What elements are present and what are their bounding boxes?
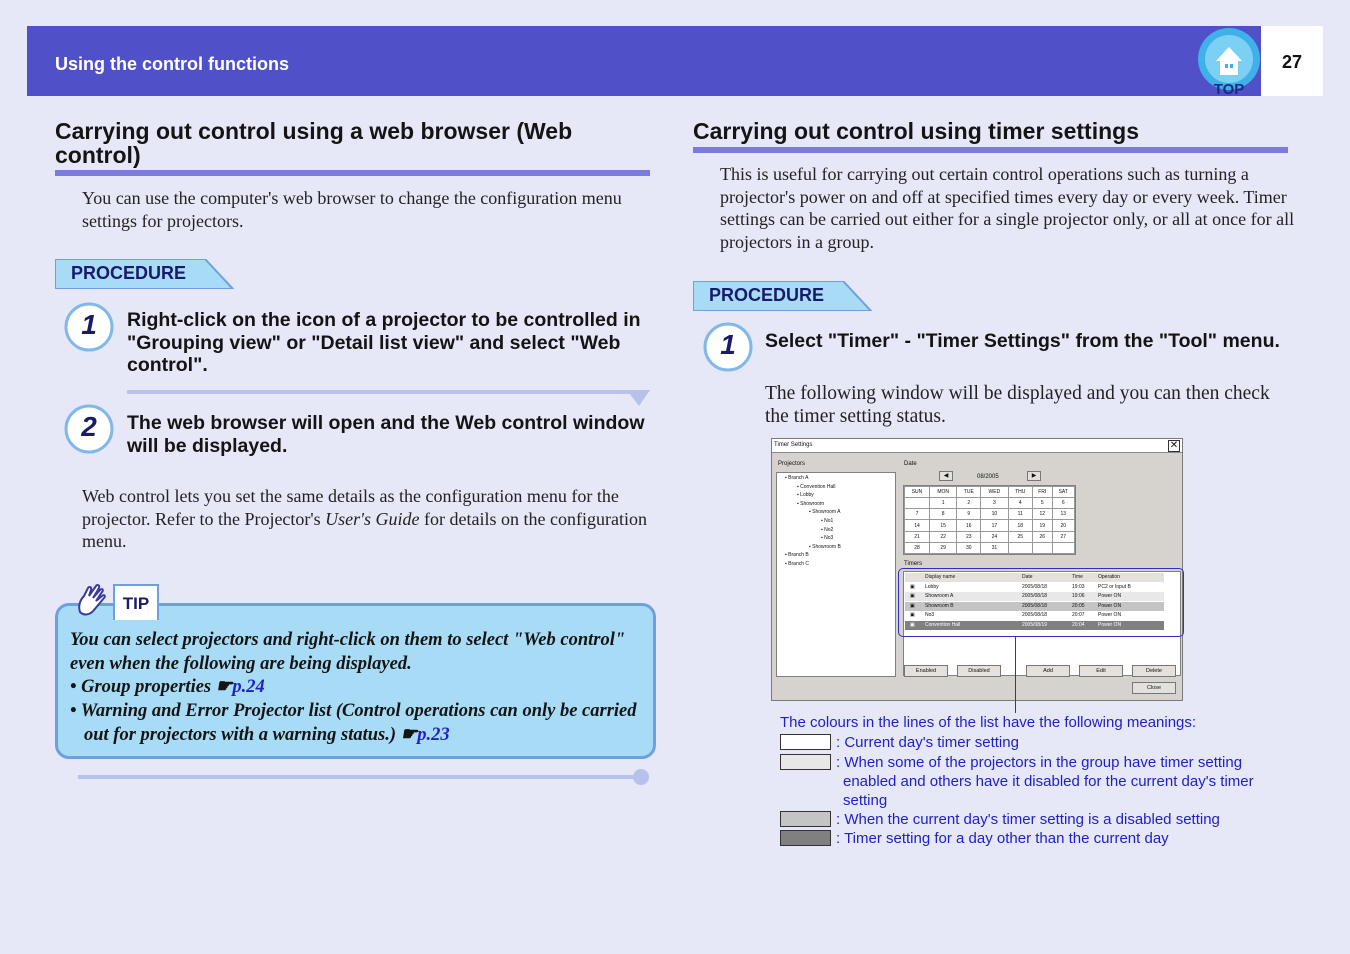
legend-title: The colours in the lines of the list have the following meanings: — [780, 714, 1197, 731]
table-cell: No3 — [925, 612, 935, 619]
step-2-number: 2 — [81, 411, 97, 442]
callout-line — [1015, 637, 1016, 713]
legend-swatch — [780, 734, 831, 750]
table-cell: Showroom B — [925, 602, 954, 609]
calendar-day[interactable]: 8 — [930, 509, 957, 520]
tree-item[interactable]: ▪ Showroom — [797, 500, 825, 507]
calendar-day[interactable]: 26 — [1032, 531, 1052, 542]
tip-intro: You can select projectors and right-click on them to select "Web control" even when the following are being displayed. — [70, 630, 626, 674]
close-icon[interactable]: ✕ — [1169, 440, 1179, 451]
tree-item[interactable]: ▪ Branch A — [785, 475, 809, 481]
right-step-1-number: 1 — [720, 329, 736, 360]
column-header[interactable]: Date — [1022, 574, 1033, 580]
weekday-header: FRI — [1032, 487, 1052, 498]
right-procedure-tag — [693, 281, 873, 311]
projector-tree[interactable] — [776, 472, 896, 677]
procedure-label: PROCEDURE — [71, 263, 187, 283]
calendar[interactable] — [903, 485, 1076, 555]
weekday-header: THU — [1008, 487, 1032, 498]
section-title: Using the control functions — [55, 54, 289, 74]
column-header[interactable]: Time — [1072, 574, 1083, 580]
left-heading: Carrying out control using a web browser (Web control) — [55, 118, 573, 168]
calendar-day[interactable]: 29 — [930, 542, 957, 553]
weekday-header: TUE — [957, 487, 981, 498]
calendar-day[interactable]: 11 — [1008, 509, 1032, 520]
calendar-day[interactable] — [905, 498, 930, 509]
legend-swatch — [780, 811, 831, 827]
legend-text: : Timer setting for a day other than the current day — [836, 830, 1169, 847]
calendar-day[interactable]: 28 — [905, 542, 930, 553]
top-home-icon[interactable] — [1196, 27, 1262, 97]
column-header[interactable]: Operation — [1098, 574, 1120, 580]
tip-box — [55, 603, 656, 759]
legend-text: : When the current day's timer setting is a disabled setting — [836, 811, 1220, 828]
calendar-day[interactable]: 20 — [1052, 520, 1074, 531]
calendar-day[interactable]: 1 — [930, 498, 957, 509]
step-2-text: The web browser will open and the Web control window will be displayed. — [127, 412, 645, 457]
table-cell: PC2 or Input B — [1098, 584, 1131, 590]
calendar-day[interactable]: 27 — [1052, 531, 1074, 542]
legend-swatch — [780, 830, 831, 846]
calendar-day[interactable]: 31 — [981, 542, 1008, 553]
calendar-day[interactable]: 2 — [957, 498, 981, 509]
callout-highlight — [898, 568, 1184, 637]
calendar-day[interactable]: 7 — [905, 509, 930, 520]
date-label: Date — [904, 461, 917, 467]
tree-item[interactable]: ▪ No2 — [821, 526, 834, 533]
legend-swatch — [780, 754, 831, 770]
edit-button[interactable]: Edit — [1079, 665, 1123, 677]
table-cell: Power ON — [1098, 621, 1122, 628]
link-p24[interactable]: p.24 — [232, 677, 265, 697]
legend-text: : Current day's timer setting — [836, 734, 1019, 751]
tree-item[interactable]: ▪ No3 — [821, 535, 834, 542]
body-post: for details on the configuration menu. — [82, 508, 647, 551]
prev-month-button[interactable]: ◀ — [939, 471, 953, 481]
calendar-day[interactable]: 4 — [1008, 498, 1032, 509]
tree-item[interactable]: ▪ Showroom B — [809, 543, 841, 550]
projectors-label: Projectors — [778, 461, 806, 467]
procedure-label: PROCEDURE — [709, 285, 825, 305]
left-body — [82, 485, 657, 553]
left-end-rule — [78, 769, 651, 787]
step-2-badge — [64, 404, 114, 454]
calendar-day[interactable] — [1052, 542, 1074, 553]
projector-icon: ▣ — [910, 612, 915, 619]
calendar-day[interactable]: 14 — [905, 520, 930, 531]
calendar-day[interactable]: 12 — [1032, 509, 1052, 520]
delete-button[interactable]: Delete — [1132, 665, 1176, 677]
table-cell: Lobby — [925, 584, 939, 590]
page-header — [27, 26, 1261, 96]
projector-icon: ▣ — [910, 593, 915, 600]
tip-label: TIP — [122, 594, 150, 613]
table-cell: 20:07 — [1072, 612, 1085, 619]
table-cell: 19:03 — [1072, 584, 1085, 590]
weekday-header: MON — [930, 487, 957, 498]
weekday-header: SUN — [905, 487, 930, 498]
enabled-button[interactable]: Enabled — [904, 665, 948, 677]
link-p23[interactable]: p.23 — [417, 724, 450, 745]
tree-item[interactable]: ▪ Branch B — [785, 552, 809, 559]
calendar-day[interactable]: 3 — [981, 498, 1008, 509]
table-cell: Power ON — [1098, 602, 1122, 609]
tree-item[interactable]: ▪ Lobby — [797, 492, 814, 499]
tip-bullet-1: • Group properties ☛p.24 — [70, 677, 265, 697]
window-title: Timer Settings — [774, 442, 813, 448]
step-1-badge — [64, 302, 114, 352]
page-number: 27 — [1281, 52, 1303, 72]
calendar-day[interactable]: 10 — [981, 509, 1008, 520]
step-divider — [127, 390, 650, 408]
left-heading-rule — [55, 170, 650, 176]
disabled-button[interactable]: Disabled — [957, 665, 1001, 677]
projector-icon: ▣ — [910, 621, 915, 628]
calendar-day[interactable]: 9 — [957, 509, 981, 520]
right-step-1-text: Select "Timer" - "Timer Settings" from the "Tool" menu. — [765, 330, 1280, 352]
table-cell: Power ON — [1098, 593, 1122, 600]
table-cell: 2005/08/19 — [1022, 621, 1048, 628]
top-label: TOP — [1213, 81, 1245, 97]
calendar-day[interactable]: 16 — [957, 520, 981, 531]
calendar-day[interactable]: 23 — [957, 531, 981, 542]
window-titlebar — [772, 439, 1182, 453]
calendar-day[interactable] — [1008, 542, 1032, 553]
calendar-day[interactable]: 17 — [981, 520, 1008, 531]
table-cell: 20:05 — [1072, 602, 1085, 609]
step-1-number: 1 — [81, 309, 97, 340]
step-1-text: Right-click on the icon of a projector to be controlled in "Grouping view" or "Detail list view" and select "Web control". — [127, 309, 641, 376]
calendar-day[interactable]: 6 — [1052, 498, 1074, 509]
right-heading: Carrying out control using timer settings — [693, 118, 1139, 144]
calendar-day[interactable]: 5 — [1032, 498, 1052, 509]
projector-icon: ▣ — [910, 584, 915, 590]
projector-icon: ▣ — [910, 602, 915, 609]
right-heading-rule — [693, 147, 1288, 153]
timers-label: Timers — [904, 561, 923, 567]
pointer-icon: ☛ — [215, 677, 233, 697]
calendar-day[interactable]: 15 — [930, 520, 957, 531]
table-cell: 2005/08/18 — [1022, 612, 1048, 619]
right-step-body: The following window will be displayed and you can then check the timer setting status. — [765, 383, 1270, 427]
month-label: 08/2005 — [977, 474, 999, 480]
tree-item[interactable]: ▪ Branch C — [785, 561, 810, 567]
calendar-day[interactable]: 13 — [1052, 509, 1074, 520]
table-cell: Power ON — [1098, 612, 1122, 619]
next-month-button[interactable]: ▶ — [1027, 471, 1041, 481]
calendar-day[interactable]: 22 — [930, 531, 957, 542]
tree-item[interactable]: ▪ No1 — [821, 518, 834, 524]
table-cell: 2005/08/18 — [1022, 593, 1048, 600]
calendar-day[interactable]: 18 — [1008, 520, 1032, 531]
tip-tab — [113, 584, 159, 620]
calendar-day[interactable]: 25 — [1008, 531, 1032, 542]
table-cell: 20:04 — [1072, 621, 1085, 628]
users-guide-ref: User's Guide — [325, 508, 420, 529]
right-step-1-badge — [703, 322, 753, 372]
column-header[interactable]: Display name — [925, 574, 956, 580]
tip-hand-icon — [72, 582, 112, 622]
table-cell: 2005/08/18 — [1022, 602, 1048, 609]
calendar-day[interactable] — [1032, 542, 1052, 553]
body-pre: Web control lets you set the same details as the configuration menu for the projector. Refer to the Projector's — [82, 486, 619, 529]
add-button[interactable]: Add — [1026, 665, 1070, 677]
tree-item[interactable]: ▪ Showroom A — [809, 509, 841, 516]
page-number-box — [1261, 26, 1323, 96]
calendar-day[interactable]: 24 — [981, 531, 1008, 542]
legend-text: : When some of the projectors in the group have timer setting enabled and others have it disabled for the current day's timer setting — [836, 754, 1254, 809]
right-intro: This is useful for carrying out certain control operations such as turning a projector's power on and off at specified times every day or every week. Timer settings can be carried out either for a single projector only, or all at once for all projectors in a group. — [720, 164, 1295, 252]
table-cell: Convention Hall — [925, 621, 961, 628]
left-procedure-tag — [55, 259, 235, 289]
tree-item[interactable]: ▪ Convention Hall — [797, 483, 836, 490]
calendar-day[interactable]: 21 — [905, 531, 930, 542]
weekday-header: SAT — [1052, 487, 1074, 498]
tip-bullet-2: • Warning and Error Projector list (Control operations can only be carried out for projectors with a warning status.) ☛p.23 — [70, 701, 637, 745]
table-cell: 2005/08/18 — [1022, 584, 1048, 590]
weekday-header: WED — [981, 487, 1008, 498]
pointer-icon: ☛ — [400, 724, 418, 745]
close-button[interactable]: Close — [1132, 682, 1176, 694]
table-cell: Showroom A — [925, 593, 954, 600]
calendar-day[interactable]: 30 — [957, 542, 981, 553]
calendar-day[interactable]: 19 — [1032, 520, 1052, 531]
left-intro: You can use the computer's web browser to change the configuration menu settings for projectors. — [82, 188, 622, 231]
table-cell: 19:06 — [1072, 593, 1085, 600]
